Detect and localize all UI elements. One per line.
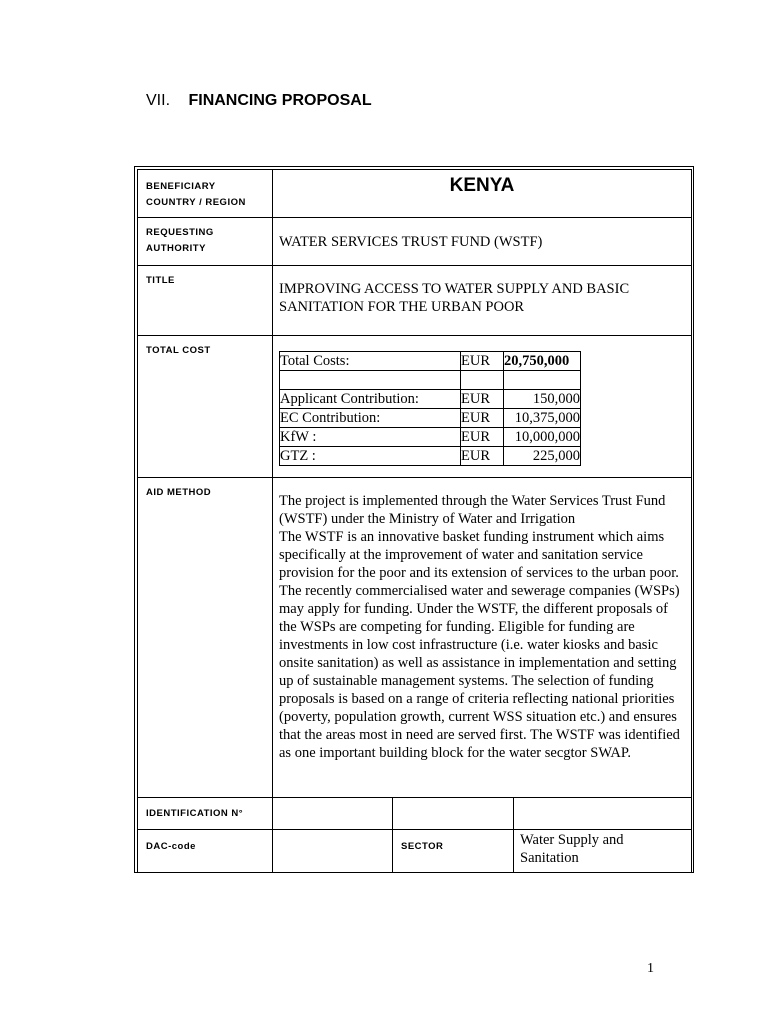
total-cost-label-cell (138, 336, 273, 478)
aid-method-value-cell (273, 478, 692, 798)
dac-code-value-cell (273, 830, 393, 873)
cost-item-amount: 10,375,000 (504, 409, 581, 428)
identification-label: IDENTIFICATION N° (146, 808, 244, 819)
cost-total-name: Total Costs: (280, 352, 461, 371)
financing-form-table (137, 169, 692, 873)
section-heading (146, 92, 372, 110)
identification-label-cell (138, 798, 273, 830)
cost-item-currency: EUR (461, 390, 504, 409)
financing-form-frame (134, 166, 694, 873)
sector-value: Water Supply and Sanitation (520, 832, 624, 866)
title-label: TITLE (146, 275, 175, 286)
cost-total-currency: EUR (461, 352, 504, 371)
identification-value-cell (273, 798, 393, 830)
sector-label: SECTOR (401, 841, 444, 852)
cost-breakdown (279, 351, 581, 466)
aid-method-label-cell (138, 478, 273, 798)
cost-item-row (280, 390, 581, 409)
beneficiary-label-cell (138, 170, 273, 218)
cost-item-name: KfW : (280, 428, 461, 447)
beneficiary-value-cell (273, 170, 692, 218)
beneficiary-label-line2: COUNTRY / REGION (146, 197, 246, 208)
requesting-authority-value: WATER SERVICES TRUST FUND (WSTF) (279, 234, 543, 250)
cost-total-row (280, 352, 581, 371)
cost-item-name: Applicant Contribution: (280, 390, 461, 409)
dac-code-label: DAC-code (146, 841, 196, 852)
section-title: FINANCING PROPOSAL (188, 92, 372, 109)
sector-value-cell (514, 830, 692, 873)
cost-item-name: EC Contribution: (280, 409, 461, 428)
aid-method-label: AID METHOD (146, 487, 212, 498)
requesting-authority-value-cell (273, 218, 692, 266)
cost-item-amount: 225,000 (504, 447, 581, 466)
title-value-cell (273, 266, 692, 336)
dac-code-label-cell (138, 830, 273, 873)
total-cost-label: TOTAL COST (146, 345, 211, 356)
row-identification (138, 798, 692, 830)
beneficiary-label-line1: BENEFICIARY (146, 181, 216, 192)
cost-item-currency: EUR (461, 428, 504, 447)
requesting-authority-label-line2: AUTHORITY (146, 243, 206, 254)
aid-method-paragraph: The project is implemented through the Water Services Trust Fund (WSTF) under the Ministry of Water and Irrigation (279, 493, 666, 527)
row-requesting-authority (138, 218, 692, 266)
cost-item-currency: EUR (461, 447, 504, 466)
cost-item-amount: 10,000,000 (504, 428, 581, 447)
cost-total-amount: 20,750,000 (504, 352, 581, 371)
row-total-cost (138, 336, 692, 478)
aid-method-paragraph: The WSTF is an innovative basket funding instrument which aims specifically at the improvement of water and sanitation service provision for the poor and its extension of services to the urban poor. The recently commercialised water and sewerage companies (WSPs) may apply for funding. Under the WSTF, the different proposals of the WSPs are competing for funding. Eligible for funding are investments in low cost infrastructure (i.e. water kiosks and basic onsite sanitation) as well as assistance in implementation and setting up of sustainable management systems. The selection of funding proposals is based on a range of criteria reflecting national priorities (poverty, population growth, current WSS situation etc.) and ensures that the areas most in need are served first. The WSTF was identified as one important building block for the water secgtor SWAP. (279, 529, 680, 761)
requesting-authority-label-line1: REQUESTING (146, 227, 214, 238)
cost-item-amount: 150,000 (504, 390, 581, 409)
row-title (138, 266, 692, 336)
section-number: VII. (146, 92, 171, 109)
sector-label-cell (393, 830, 514, 873)
total-cost-value-cell (273, 336, 692, 478)
requesting-authority-label-cell (138, 218, 273, 266)
identification-empty-cell (393, 798, 514, 830)
beneficiary-country: KENYA (449, 175, 515, 196)
cost-item-currency: EUR (461, 409, 504, 428)
title-value: IMPROVING ACCESS TO WATER SUPPLY AND BASIC SANITATION FOR THE URBAN POOR (279, 281, 630, 315)
title-label-cell (138, 266, 273, 336)
row-beneficiary (138, 170, 692, 218)
cost-item-row (280, 447, 581, 466)
identification-empty-cell (514, 798, 692, 830)
row-aid-method (138, 478, 692, 798)
page-number: 1 (647, 961, 654, 976)
cost-item-row (280, 409, 581, 428)
cost-item-name: GTZ : (280, 447, 461, 466)
cost-item-row (280, 428, 581, 447)
row-dac-code (138, 830, 692, 873)
